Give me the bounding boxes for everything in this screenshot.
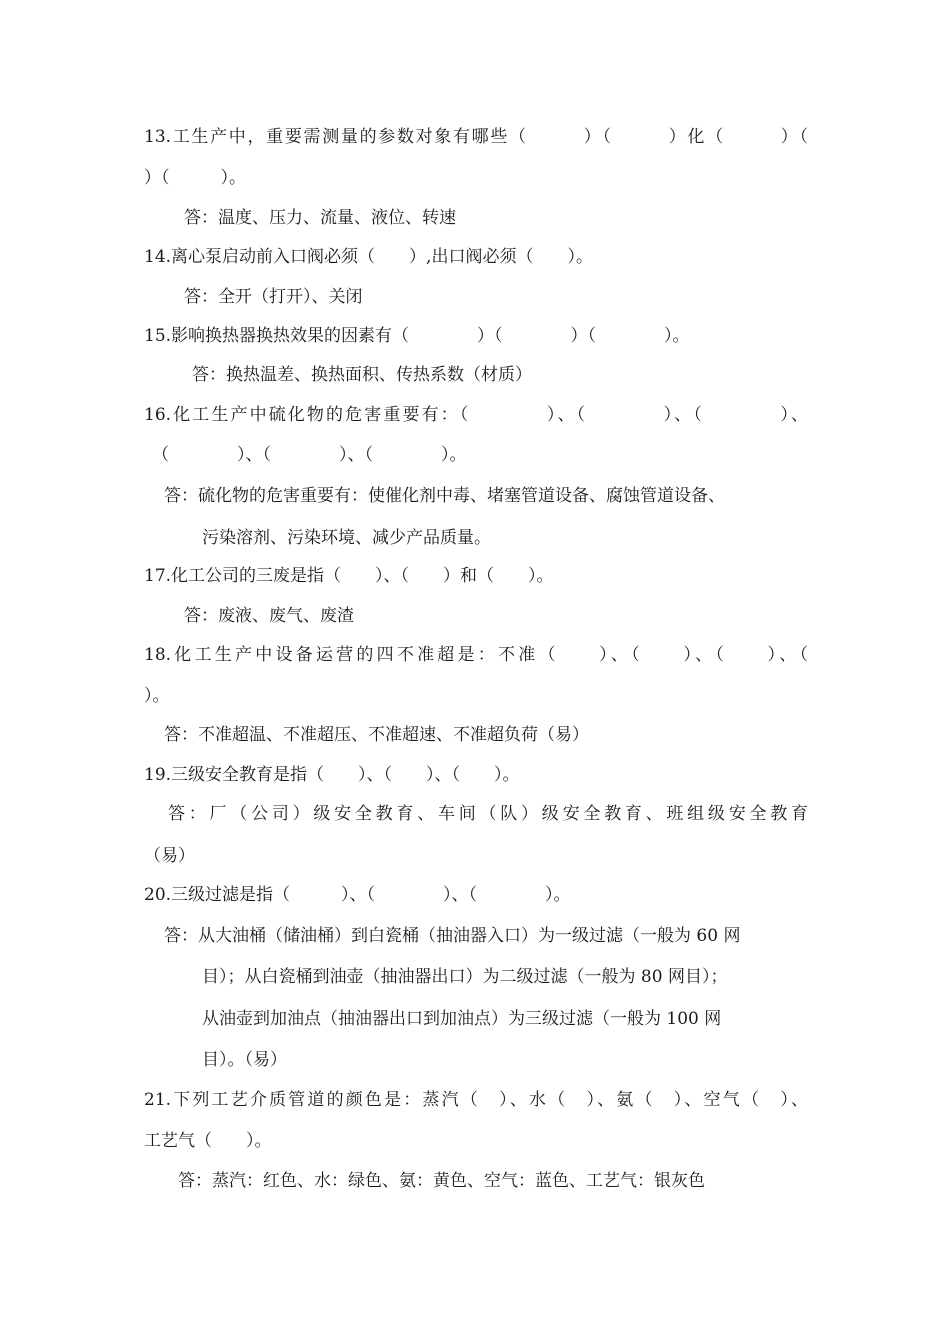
answer-15: 答：换热温差、换热面积、传热系数（材质） [192, 365, 532, 385]
answer-21: 答：蒸汽：红色、水：绿色、氨：黄色、空气：蓝色、工艺气：银灰色 [178, 1171, 705, 1191]
question-21-line-1: 21.下列工艺介质管道的颜色是：蒸汽（ ）、水（ ）、氨（ ）、空气（ ）、 [144, 1090, 808, 1110]
question-19: 19.三级安全教育是指（ ）、（ ）、（ ）。 [144, 765, 520, 785]
answer-20-line-4: 目）。（易） [202, 1050, 287, 1070]
question-21-line-2: 工艺气（ ）。 [144, 1131, 272, 1151]
question-15: 15.影响换热器换热效果的因素有（ ）（ ）（ ）。 [144, 326, 690, 346]
answer-16-line-2: 污染溶剂、污染环境、减少产品质量。 [202, 528, 491, 548]
question-13-line-1: 13.工生产中，重要需测量的参数对象有哪些（ ）（ ）化（ ）（ [144, 127, 808, 147]
answer-17: 答：废液、废气、废渣 [184, 606, 354, 626]
question-16-line-2: （ ）、（ ）、（ ）。 [152, 445, 467, 465]
answer-14: 答：全开（打开）、关闭 [184, 287, 363, 307]
question-14: 14.离心泵启动前入口阀必须（ ）,出口阀必须（ ）。 [144, 247, 593, 267]
answer-20-line-3: 从油壶到加油点（抽油器出口到加油点）为三级过滤（一般为 100 网 [202, 1009, 722, 1029]
answer-16-line-1: 答：硫化物的危害重要有：使催化剂中毒、堵塞管道设备、腐蚀管道设备、 [164, 486, 725, 506]
question-16-line-1: 16.化工生产中硫化物的危害重要有：（ ）、（ ）、（ ）、 [144, 405, 808, 425]
answer-20-line-1: 答：从大油桶（储油桶）到白瓷桶（抽油器入口）为一级过滤（一般为 60 网 [164, 926, 741, 946]
question-17: 17.化工公司的三废是指（ ）、（ ）和（ ）。 [144, 566, 554, 586]
answer-18: 答：不准超温、不准超压、不准超速、不准超负荷（易） [164, 725, 589, 745]
answer-20-line-2: 目）；从白瓷桶到油壶（抽油器出口）为二级过滤（一般为 80 网目）； [202, 967, 728, 987]
answer-19-line-2: （易） [144, 846, 195, 866]
question-13-line-2: ）（ ）。 [144, 168, 246, 188]
question-20: 20.三级过滤是指（ ）、（ ）、（ ）。 [144, 885, 571, 905]
question-18-line-1: 18.化工生产中设备运营的四不准超是：不准（ ）、（ ）、（ ）、（ [144, 645, 808, 665]
answer-13: 答：温度、压力、流量、液位、转速 [184, 208, 456, 228]
question-18-line-2: ）。 [144, 686, 170, 706]
answer-19-line-1: 答：厂（公司）级安全教育、车间（队）级安全教育、班组级安全教育 [168, 804, 808, 824]
